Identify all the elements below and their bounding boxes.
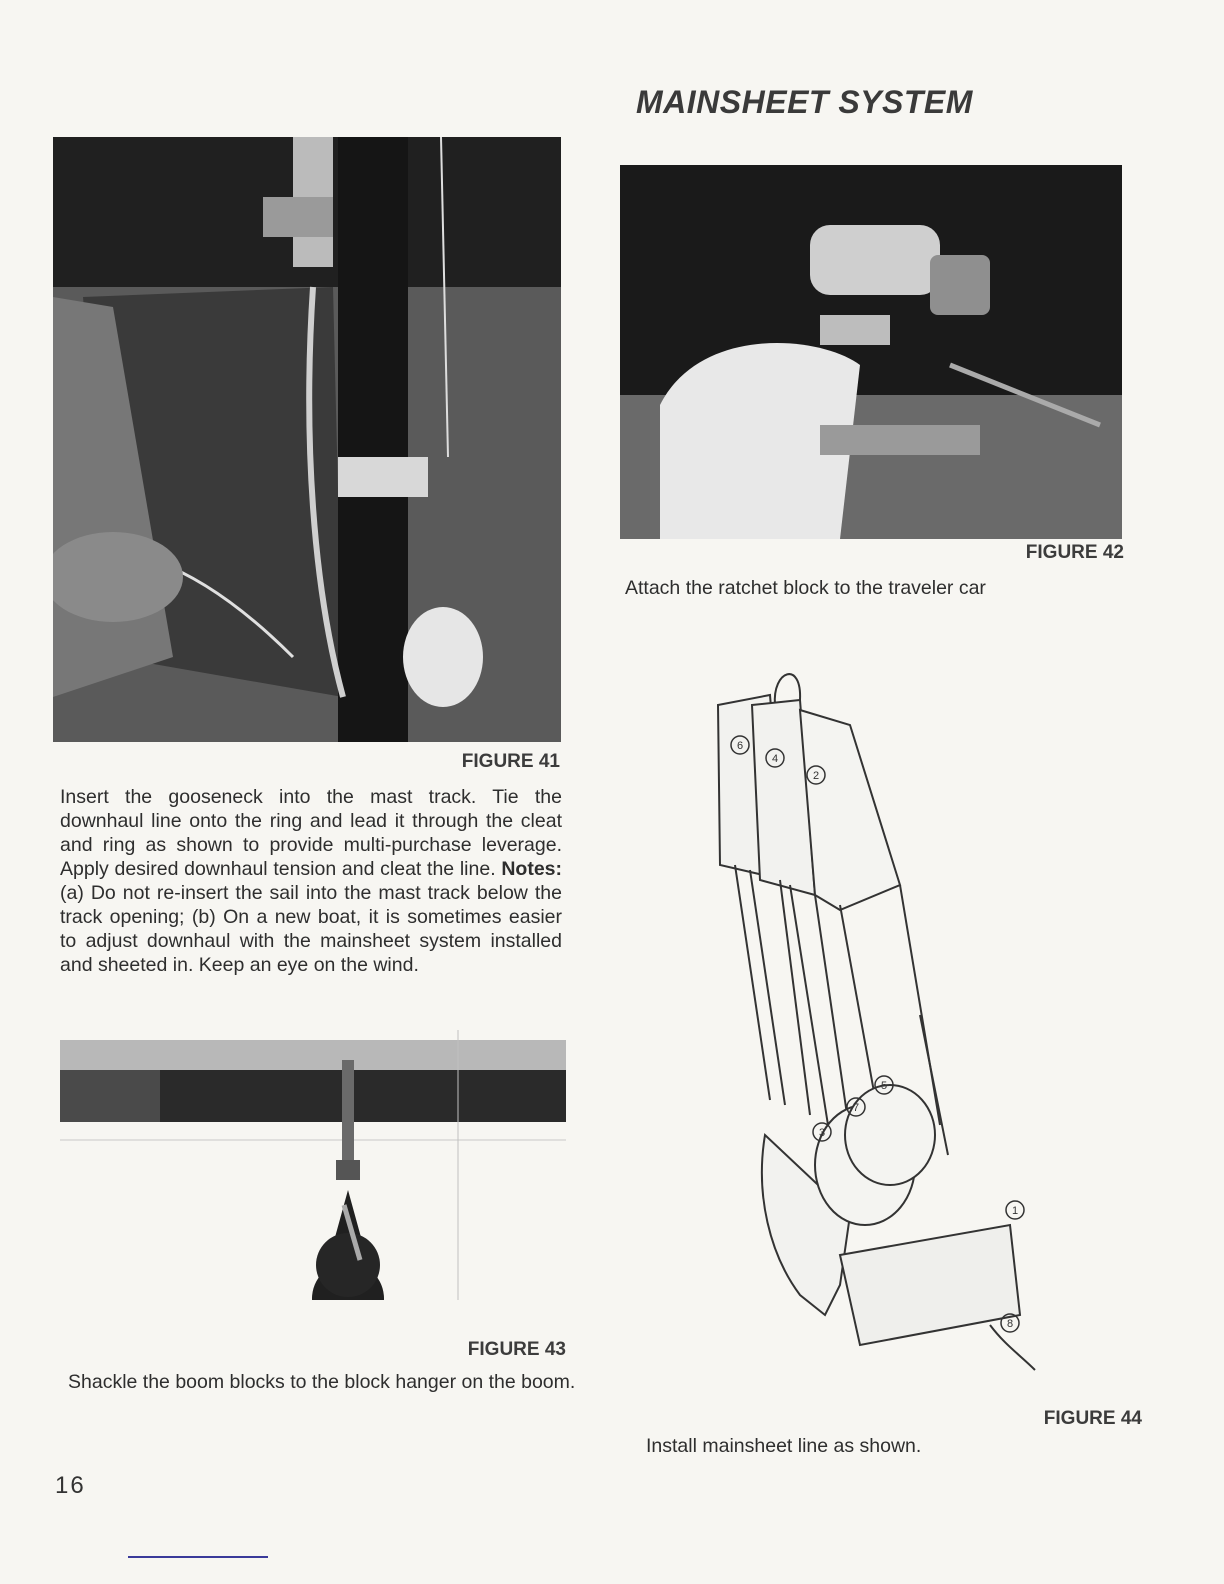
figure-43-label: FIGURE 43 [467,1339,566,1360]
sheave-number-6: 6 [736,740,744,752]
figure-42-photo [620,165,1122,539]
figure-43-caption: Shackle the boom blocks to the block hanger on the boom. [68,1371,576,1393]
figure-44-caption: Install mainsheet line as shown. [646,1435,922,1457]
figure-44-diagram [690,655,1050,1395]
sheave-number-8: 8 [1006,1318,1014,1330]
figure-42-caption: Attach the ratchet block to the traveler car [625,577,986,599]
sheave-number-3: 3 [818,1127,826,1139]
section-title: MAINSHEET SYSTEM [636,84,973,120]
figure-41-notes-label: Notes: [501,858,562,880]
figure-44-illustration [690,655,1050,1395]
figure-42-illustration [620,165,1122,539]
figure-41-label: FIGURE 41 [461,751,560,772]
figure-41-photo [53,137,561,742]
figure-42-label: FIGURE 42 [1025,542,1124,563]
figure-43-photo [60,1030,566,1300]
sheave-number-2: 2 [812,770,820,782]
figure-41-illustration [53,137,561,742]
figure-43-illustration [60,1030,566,1300]
figure-41-notes-text: (a) Do not re-insert the sail into the mast track below the track opening; (b) On a new boat, it is sometimes easier to adjust downhaul with the mainsheet system installed and sheeted in. Keep an eye on the wind. [60,882,562,976]
figure-41-caption [60,785,562,977]
sheave-number-4: 4 [771,753,779,765]
footer-rule [128,1556,268,1558]
figure-41-caption-text: Insert the gooseneck into the mast track. Tie the downhaul line onto the ring and lead it through the cleat and ring as shown to provide multi-purchase leverage. Apply desired downhaul tension and cleat the line. [60,786,562,880]
page-number: 16 [55,1472,86,1499]
sheave-number-5: 5 [880,1080,888,1092]
sheave-number-1: 1 [1011,1205,1019,1217]
figure-44-label: FIGURE 44 [1043,1408,1142,1429]
sheave-number-7: 7 [852,1102,860,1114]
